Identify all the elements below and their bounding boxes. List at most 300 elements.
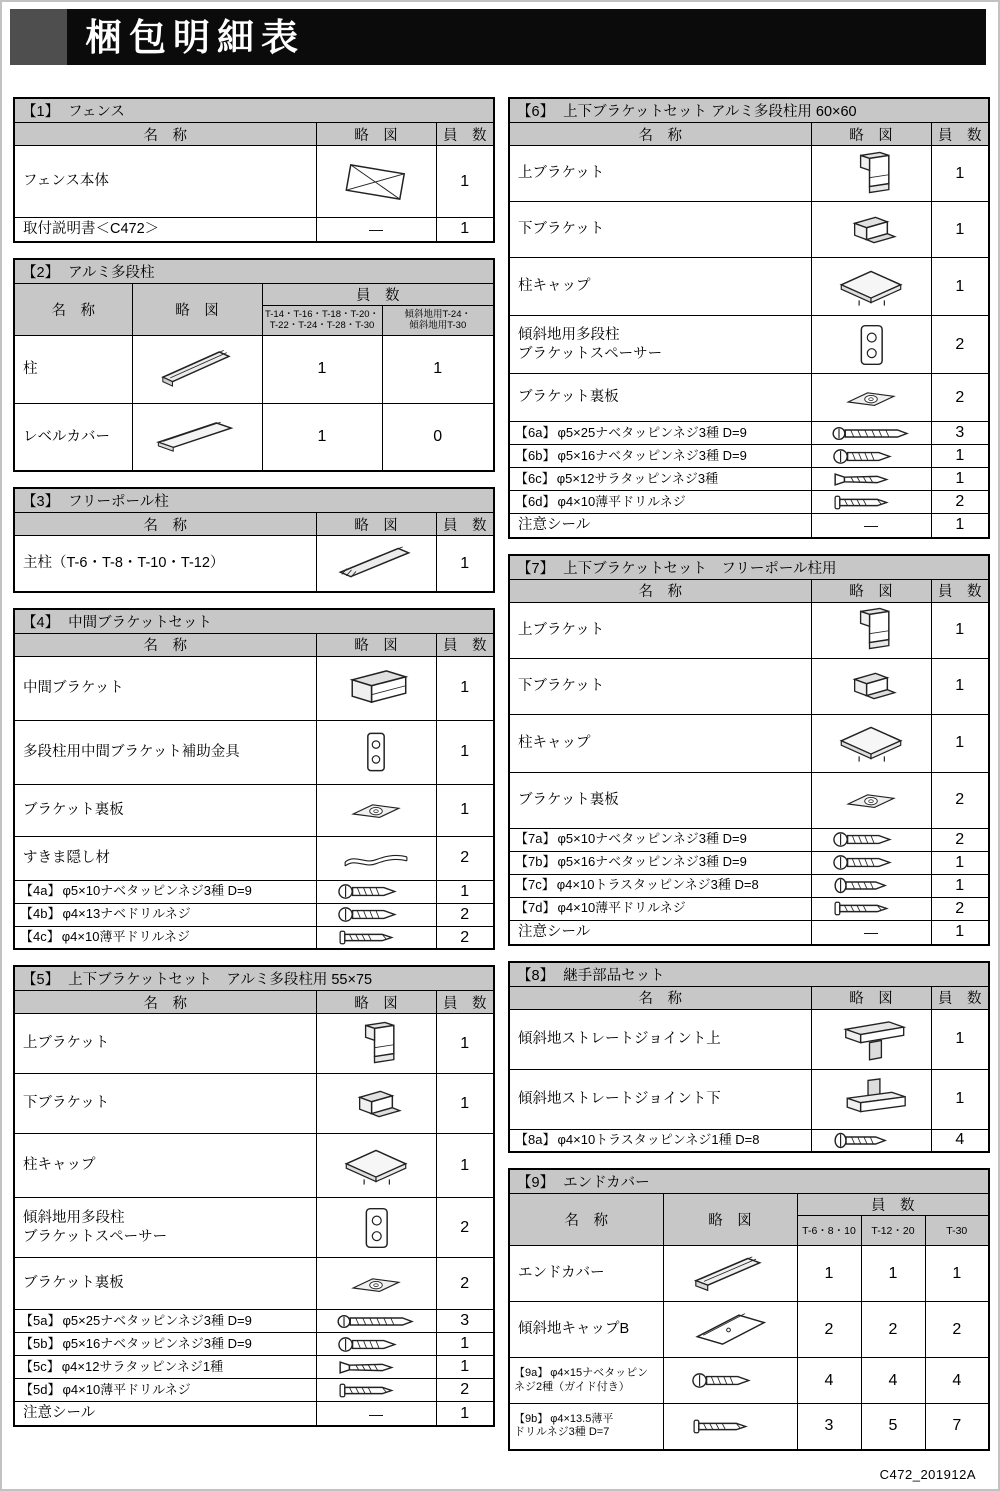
part-row [14,146,494,218]
sketch-cell [663,1358,797,1404]
section-title: フリーポール柱 [68,494,169,511]
pan-screw-long-icon [337,1312,415,1331]
sketch-cell [316,1198,436,1258]
part-qty: 2 [931,316,989,374]
section-title: 継手部品セット [563,967,665,984]
section-tag: 【8】 [517,967,555,984]
upper-bracket-icon [819,604,923,656]
part-qty: 2 [861,1302,925,1358]
part-qty: 4 [797,1358,861,1404]
col-header-qty: 員 数 [436,123,494,146]
part-name: エンドカバー [509,1246,663,1302]
item-label: φ4×12サラタッピンネジ1種 [61,1358,224,1374]
part-name [509,897,811,920]
part-name: 注意シール [509,514,811,538]
section-header-5 [14,966,494,991]
sketch-cell [663,1302,797,1358]
screw-row [14,1379,494,1402]
part-name [509,1129,811,1152]
item-tag: 【6d】 [515,493,556,509]
part-qty: 3 [931,422,989,445]
part-qty: 1 [436,880,494,903]
part-name [509,1358,663,1404]
post-cap-icon [819,717,923,769]
section-header-7 [509,555,989,580]
item-label: φ5×16ナベタッピンネジ3種 D=9 [62,1335,252,1351]
table-multi-post [13,258,495,473]
screw-row [509,1129,989,1152]
col-header-name: 名 称 [14,123,316,146]
section-tag: 【1】 [22,104,60,120]
section-tag: 【2】 [22,264,60,281]
section-tag: 【7】 [517,560,555,577]
part-row [509,316,989,374]
table-free-pole [13,487,495,593]
part-qty: 1 [436,1402,494,1426]
column-header-row [14,123,494,146]
item-label: φ5×25ナベタッピンネジ3種 D=9 [62,1312,252,1328]
back-plate-icon [327,790,425,830]
truss-screw-icon [832,876,910,895]
sketch-cell [316,1356,436,1379]
back-plate-icon [822,780,920,820]
section-header-3 [14,488,494,513]
column-header-row [509,986,989,1009]
part-qty: 1 [931,874,989,897]
section-header-2 [14,259,494,284]
item-tag: 【7a】 [515,831,556,847]
part-row [14,1014,494,1074]
part-row [509,1069,989,1129]
item-label: φ4×13ナベドリルネジ [62,906,191,922]
section-title: 上下ブラケットセット アルミ多段柱用 60×60 [563,104,857,120]
sketch-cell [316,1014,436,1074]
part-name-line: 傾斜地用多段柱 [23,1210,125,1226]
item-tag: 【6c】 [515,470,555,486]
sketch-cell [316,536,436,592]
item-label: φ4×10トラスタッピンネジ1種 D=8 [557,1131,760,1147]
sketch-cell [316,926,436,949]
sketch-cell [811,258,931,316]
sketch-cell [811,1069,931,1129]
pan-screw-icon [337,882,415,901]
part-name: 多段柱用中間ブラケット補助金具 [14,720,316,784]
sketch-cell [811,714,931,772]
column-header-row [509,579,989,602]
part-name: 上ブラケット [509,602,811,658]
part-qty: 1 [931,714,989,772]
item-label: φ4×10薄平ドリルネジ [62,1381,191,1397]
item-label: φ4×10薄平ドリルネジ [557,900,686,916]
section-title: 上下ブラケットセット アルミ多段柱用 55×75 [68,972,373,989]
sketch-cell [811,602,931,658]
level-cover-icon [145,411,249,463]
section-header-9 [509,1169,989,1194]
part-name: 柱キャップ [509,714,811,772]
sketch-cell [811,828,931,851]
part-qty: 1 [931,1009,989,1069]
part-qty: 2 [925,1302,989,1358]
table-fence [13,97,495,243]
part-qty: 2 [931,491,989,514]
subheader-line: T-22・T-24・T-28・T-30 [269,320,375,332]
table-bracket-set-55x75 [13,965,495,1427]
col-header-sketch: 略 図 [811,579,931,602]
part-qty: 1 [925,1246,989,1302]
part-row [509,714,989,772]
part-name: 上ブラケット [509,146,811,202]
col-header-sketch: 略 図 [663,1194,797,1246]
item-tag: 【5a】 [20,1312,61,1328]
sketch-cell [811,1129,931,1152]
part-qty: 2 [931,772,989,828]
title-accent-square [10,9,67,65]
item-label: φ4×10薄平ドリルネジ [61,929,191,945]
part-name: 下ブラケット [509,202,811,258]
sketch-cell [811,374,931,422]
part-qty: 1 [436,1356,494,1379]
col-header-name: 名 称 [14,513,316,536]
section-tag: 【4】 [22,614,60,631]
sketch-cell [132,403,262,471]
sketch-cell [811,772,931,828]
sketch-cell [316,1310,436,1333]
part-name: すきま隠し材 [14,836,316,880]
item-label: φ4×10トラスタッピンネジ3種 D=8 [556,877,759,893]
pan-screw-icon [832,830,910,849]
table-bracket-set-freepole [508,554,990,946]
part-name-line [514,1367,659,1381]
part-row [509,658,989,714]
part-name [509,828,811,851]
sketch-cell [316,836,436,880]
part-qty: 1 [436,146,494,218]
section-title: エンドカバー [563,1175,650,1192]
item-label: φ5×16ナベタッピンネジ3種 D=9 [557,447,747,463]
dash-mark: ― [811,514,931,538]
screw-row [509,851,989,874]
part-name-line [514,1413,659,1427]
part-qty: 1 [931,258,989,316]
upper-bracket-icon [819,148,923,200]
item-label: φ5×25ナベタッピンネジ3種 D=9 [557,424,747,440]
part-qty: 2 [436,926,494,949]
part-row [509,1009,989,1069]
sketch-cell [316,784,436,836]
drill-screw-icon [337,1381,415,1400]
col-header-qty: 員 数 [797,1194,989,1216]
post-cap-icon [324,1140,428,1192]
flat-screw-icon [832,470,910,489]
part-qty: 2 [436,1379,494,1402]
col-header-name: 名 称 [14,991,316,1014]
part-qty: 1 [861,1246,925,1302]
part-name: 取付説明書＜C472＞ [14,218,316,242]
part-row [14,1074,494,1134]
screw-row [14,880,494,903]
col-header-name: 名 称 [509,986,811,1009]
screw-row [14,1333,494,1356]
subheader-line: 傾斜地用T-24・ [404,309,471,321]
part-name: 下ブラケット [509,658,811,714]
cap-b-icon [678,1304,782,1356]
column-header-row [14,513,494,536]
section-header-4 [14,609,494,634]
part-qty: 1 [931,468,989,491]
part-row [14,1258,494,1310]
col-header-qty: 員 数 [931,123,989,146]
part-qty: 1 [436,1333,494,1356]
part-qty: 1 [931,658,989,714]
part-row [14,1198,494,1258]
item-label: φ4×15ナベタッピン [550,1366,649,1379]
part-qty: 2 [797,1302,861,1358]
subheader-line: 傾斜地用T-30 [409,320,467,332]
part-name [509,422,811,445]
part-qty: 4 [861,1358,925,1404]
sketch-cell [811,468,931,491]
pan-screw-icon [337,1335,415,1354]
part-row [14,1134,494,1198]
part-name: 中間ブラケット [14,656,316,720]
free-pole-icon [324,538,428,590]
part-name: レベルカバー [14,403,132,471]
truss-screw-icon [832,1131,910,1150]
part-name: ブラケット裏板 [509,374,811,422]
section-title: フェンス [68,104,125,120]
part-name [509,445,811,468]
part-row [14,836,494,880]
part-row [509,602,989,658]
column-header-row [509,123,989,146]
part-qty: 7 [925,1404,989,1450]
dash-mark: ― [316,218,436,242]
part-name [14,926,316,949]
fence-panel-icon [324,156,428,208]
part-name: 下ブラケット [14,1074,316,1134]
col-header-sketch: 略 図 [316,991,436,1014]
part-qty: 1 [262,403,382,471]
screw-row [509,874,989,897]
qty-subheader-slope [382,305,494,335]
col-header-name: 名 称 [14,283,132,335]
part-qty: 1 [931,445,989,468]
table-joint-parts-set [508,961,990,1154]
sketch-cell [316,880,436,903]
item-label: φ5×12サラタッピンネジ3種 [556,470,719,486]
part-qty: 1 [436,1014,494,1074]
sketch-cell [811,851,931,874]
col-header-sketch: 略 図 [316,633,436,656]
back-plate-icon [822,378,920,418]
part-name [14,1356,316,1379]
part-name [14,880,316,903]
col-header-qty: 員 数 [436,633,494,656]
column-header-row [14,991,494,1014]
subheader-line: T-14・T-16・T-18・T-20・ [264,309,380,321]
lower-bracket-icon [819,204,923,256]
part-name [14,1310,316,1333]
part-qty: 3 [797,1404,861,1450]
col-header-qty: 員 数 [931,579,989,602]
part-row [14,335,494,403]
sketch-cell [811,146,931,202]
screw-row [509,445,989,468]
part-row [509,772,989,828]
item-tag: 【9b】 [514,1412,549,1425]
part-qty: 1 [931,146,989,202]
sketch-cell [811,316,931,374]
part-qty: 2 [931,374,989,422]
sketch-cell [663,1246,797,1302]
part-name [14,903,316,926]
part-qty: 4 [925,1358,989,1404]
screw-row [509,491,989,514]
upper-bracket-icon [324,1018,428,1070]
part-qty: 1 [382,335,494,403]
screw-row [14,1310,494,1333]
sketch-cell [811,491,931,514]
sketch-cell [316,903,436,926]
sketch-cell [316,1258,436,1310]
item-label: φ5×10ナベタッピンネジ3種 D=9 [62,883,252,899]
part-name: フェンス本体 [14,146,316,218]
left-column [13,97,493,1466]
section-tag: 【6】 [517,104,555,120]
dash-mark: ― [811,920,931,944]
mid-bracket-icon [324,662,428,714]
lower-bracket-icon [819,660,923,712]
sketch-cell [316,1074,436,1134]
sketch-cell [316,720,436,784]
col-header-name: 名 称 [509,1194,663,1246]
section-title: 中間ブラケットセット [68,614,212,631]
item-tag: 【6b】 [515,447,556,463]
notice-row [14,1402,494,1426]
part-name: 主柱（T-6・T-8・T-10・T-12） [14,536,316,592]
part-name [14,1379,316,1402]
part-row [14,784,494,836]
item-label: φ4×10薄平ドリルネジ [557,493,686,509]
sketch-cell [316,1134,436,1198]
qty-subheader: T-12・20 [861,1216,925,1246]
table-bracket-set-60x60 [508,97,990,539]
column-header-row [14,283,494,305]
part-qty: 1 [436,1074,494,1134]
screw-row [14,926,494,949]
screw-row [509,1358,989,1404]
part-name: ブラケット裏板 [14,1258,316,1310]
notice-row [509,920,989,944]
part-qty: 3 [436,1310,494,1333]
item-tag: 【6a】 [515,424,556,440]
section-header-1 [14,98,494,123]
part-row [14,536,494,592]
part-name-line: ブラケットスペーサー [518,345,663,362]
item-tag: 【4b】 [20,906,61,922]
part-name-line: ブラケットスペーサー [23,1228,168,1245]
screw-row [509,828,989,851]
part-name: 傾斜地キャップB [509,1302,663,1358]
part-name-line: ドリルネジ3種 D=7 [514,1426,610,1439]
part-qty: 1 [931,851,989,874]
content [13,97,988,1466]
part-name: 柱キャップ [14,1134,316,1198]
sketch-cell [811,1009,931,1069]
flat-screw-icon [337,1358,415,1377]
drill-screw-icon [337,928,415,947]
col-header-qty: 員 数 [262,283,494,305]
qty-subheader: T-30 [925,1216,989,1246]
part-row [509,1246,989,1302]
end-cover-icon [678,1248,782,1300]
item-tag: 【7c】 [515,877,555,893]
col-header-sketch: 略 図 [811,123,931,146]
part-qty: 2 [436,1258,494,1310]
item-label: φ5×10ナベタッピンネジ3種 D=9 [557,831,747,847]
part-qty: 1 [436,784,494,836]
section-title: 上下ブラケットセット フリーポール柱用 [563,560,837,577]
sketch-cell [663,1404,797,1450]
part-name: 上ブラケット [14,1014,316,1074]
sketch-cell [316,146,436,218]
qty-subheader: T-6・8・10 [797,1216,861,1246]
part-qty: 1 [931,202,989,258]
table-end-cover [508,1168,990,1451]
joint-lower-icon [819,1073,923,1125]
col-header-sketch: 略 図 [316,123,436,146]
sketch-cell [811,202,931,258]
right-column [508,97,988,1466]
part-row [14,656,494,720]
section-tag: 【9】 [517,1175,555,1192]
part-qty: 2 [436,1198,494,1258]
item-tag: 【9a】 [514,1366,549,1379]
pan-screw-icon [832,853,910,872]
spacer-icon [324,1202,428,1254]
part-name: ブラケット裏板 [509,772,811,828]
col-header-sketch: 略 図 [811,986,931,1009]
col-header-name: 名 称 [14,633,316,656]
screw-row [14,903,494,926]
part-name [14,1198,316,1258]
part-row [14,218,494,242]
document-code: C472_201912A [879,1467,976,1482]
item-tag: 【4a】 [20,883,61,899]
part-name: 注意シール [509,920,811,944]
item-label: φ5×16ナベタッピンネジ3種 D=9 [557,854,747,870]
part-row [509,202,989,258]
page-title: 梱包明細表 [85,16,305,58]
screw-row [509,422,989,445]
part-row [509,1302,989,1358]
part-name [509,491,811,514]
part-row [509,146,989,202]
part-name-line: 傾斜地用多段柱 [518,326,620,343]
part-name [509,851,811,874]
part-qty: 1 [797,1246,861,1302]
column-header-row [14,633,494,656]
table-mid-bracket-set [13,608,495,951]
item-tag: 【7d】 [515,900,556,916]
part-qty: 2 [931,828,989,851]
screw-row [509,897,989,920]
drill-screw-icon [691,1417,769,1436]
sketch-cell [811,658,931,714]
post-icon [145,343,249,395]
col-header-qty: 員 数 [436,991,494,1014]
part-name [509,1404,663,1450]
